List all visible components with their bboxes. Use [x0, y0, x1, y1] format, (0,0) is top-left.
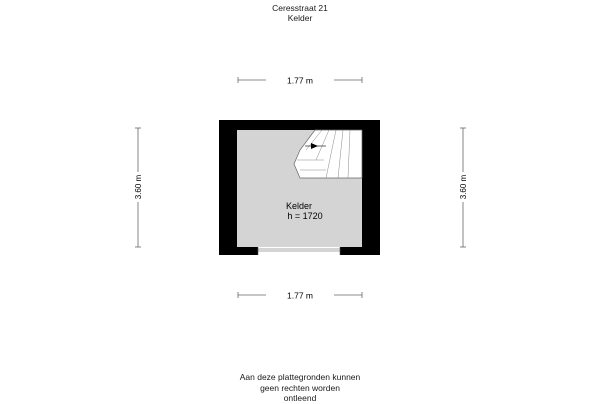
disclaimer-line-1: Aan deze plattegronden kunnen	[239, 372, 361, 382]
door-opening	[258, 247, 340, 255]
room-name-label: Kelder	[285, 201, 313, 211]
disclaimer	[0, 372, 600, 404]
dimension-left-label: 3.60 m	[134, 174, 143, 200]
dimension-right-label: 3.60 m	[459, 174, 468, 200]
dimension-top-label: 1.77 m	[287, 75, 313, 86]
address-title: Ceresstraat 21	[272, 3, 328, 13]
dimension-top	[238, 74, 362, 86]
room-height-label: h = 1720	[287, 211, 323, 221]
disclaimer-line-2: geen rechten worden	[260, 382, 340, 393]
floor-title: Kelder	[287, 13, 313, 23]
dimension-left	[132, 128, 144, 247]
dimension-right	[457, 128, 469, 247]
disclaimer-line-3: ontleend	[283, 393, 317, 403]
dimension-bottom-label: 1.77 m	[287, 290, 313, 301]
dimension-bottom	[238, 289, 362, 301]
